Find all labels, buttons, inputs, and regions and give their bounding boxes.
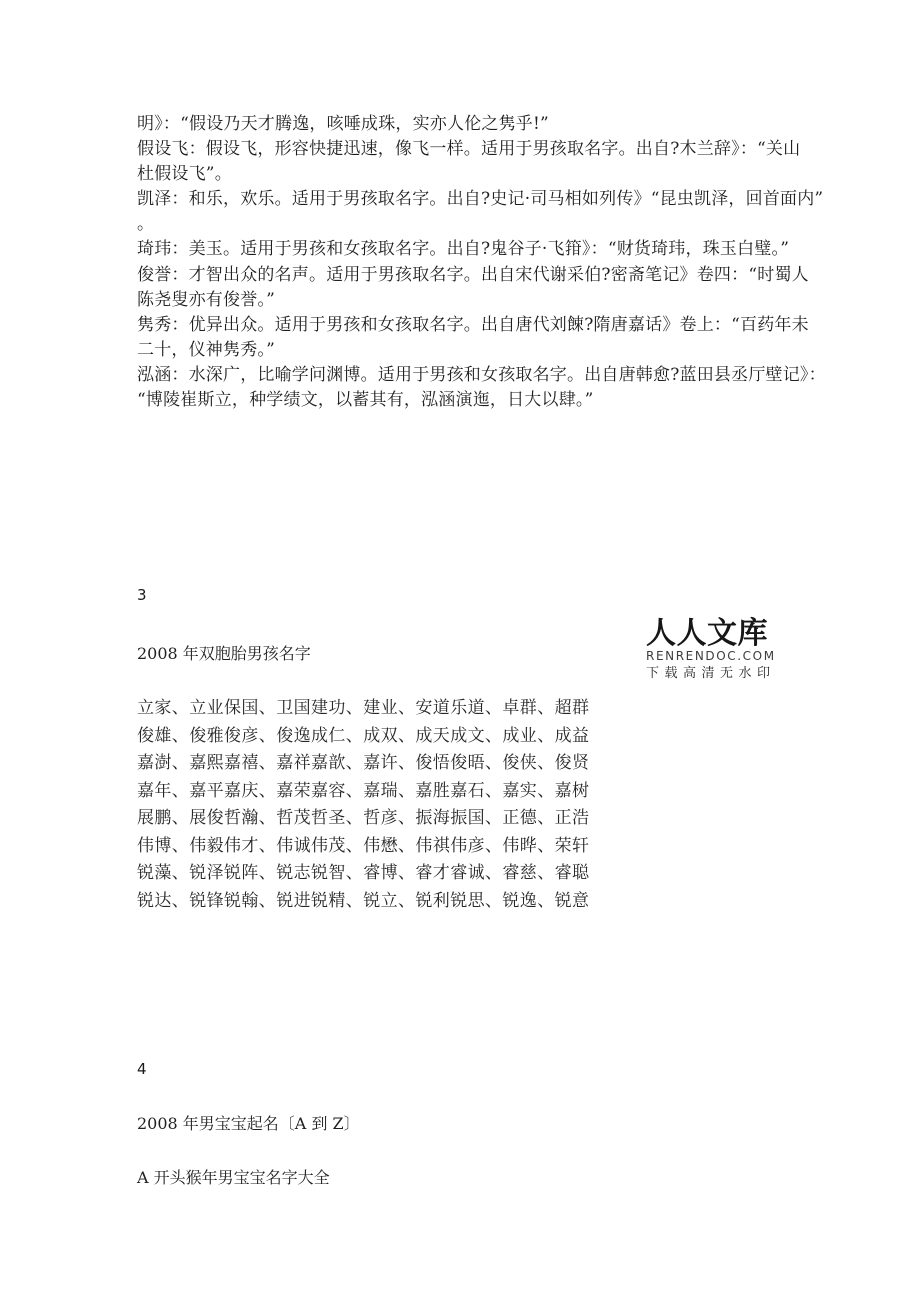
watermark-tagline-text: 下载高清无水印 xyxy=(646,666,776,681)
text-line: 陈尧叟亦有俊誉。” xyxy=(137,289,275,310)
page-number-4: 4 xyxy=(137,1060,147,1078)
text-line: 泓涵：水深广，比喻学问渊博。适用于男孩和女孩取名字。出自唐韩愈?蓝田县丞厅壁记》： xyxy=(137,364,826,385)
renrendoc-watermark-logo xyxy=(646,618,786,681)
text-line: 琦玮：美玉。适用于男孩和女孩取名字。出自?鬼谷子·飞箝》：“财货琦玮，珠玉白璧。” xyxy=(137,239,790,260)
watermark-domain-text: RENRENDOC.COM xyxy=(646,649,776,663)
text-line: 明》：“假设乃天才腾逸，咳唾成珠，实亦人伦之隽乎!” xyxy=(137,114,549,134)
text-line: 。 xyxy=(137,214,155,235)
names-line: 锐达、锐锋锐翰、锐进锐精、锐立、锐利锐思、锐逸、锐意 xyxy=(137,890,590,911)
names-line: 立家、立业保国、卫国建功、建业、安道乐道、卓群、超群 xyxy=(137,698,590,718)
name-meanings-paragraphs xyxy=(137,112,826,413)
section4-title: 2008 年男宝宝起名〔A 到 Z〕 xyxy=(137,1114,360,1133)
text-line: “博陵崔斯立，种学绩文，以蓄其有，泓涵演迤，日大以肆。” xyxy=(137,390,594,411)
watermark-brand-text: 人人文库 xyxy=(646,616,768,651)
names-line: 嘉澍、嘉熙嘉禧、嘉祥嘉歆、嘉许、俊悟俊晤、俊侠、俊贤 xyxy=(137,753,590,773)
page-number-3: 3 xyxy=(137,586,147,604)
section3-title: 2008 年双胞胎男孩名字 xyxy=(137,644,311,663)
twin-boy-names-list xyxy=(137,695,589,915)
names-line: 嘉年、嘉平嘉庆、嘉荣嘉容、嘉瑞、嘉胜嘉石、嘉实、嘉树 xyxy=(137,780,590,801)
section4-subtitle: A 开头猴年男宝宝名字大全 xyxy=(137,1168,330,1187)
text-line: 杜假设飞”。 xyxy=(137,164,232,185)
text-line: 二十，仪神隽秀。” xyxy=(137,339,275,360)
text-line: 俊誉：才智出众的名声。适用于男孩取名字。出自宋代谢采伯?密斋笔记》卷四：“时蜀人 xyxy=(137,264,809,285)
text-line: 假设飞：假设飞，形容快捷迅速，像飞一样。适用于男孩取名字。出自?木兰辞》：“关山 xyxy=(137,139,801,160)
names-line: 锐藻、锐泽锐阵、锐志锐智、睿博、睿才睿诚、睿慈、睿聪 xyxy=(137,863,590,883)
names-line: 俊雄、俊雅俊彦、俊逸成仁、成双、成天成文、成业、成益 xyxy=(137,725,590,746)
text-line: 凯泽：和乐，欢乐。适用于男孩取名字。出自?史记·司马相如列传》“昆虫凯泽，回首面内” xyxy=(137,189,824,210)
text-line: 隽秀：优异出众。适用于男孩和女孩取名字。出自唐代刘餗?隋唐嘉话》卷上：“百药年未 xyxy=(137,314,809,335)
names-line: 展鹏、展俊哲瀚、哲茂哲圣、哲彦、振海振国、正德、正浩 xyxy=(137,808,590,828)
names-line: 伟博、伟毅伟才、伟诚伟茂、伟懋、伟祺伟彦、伟晔、荣轩 xyxy=(137,835,590,856)
